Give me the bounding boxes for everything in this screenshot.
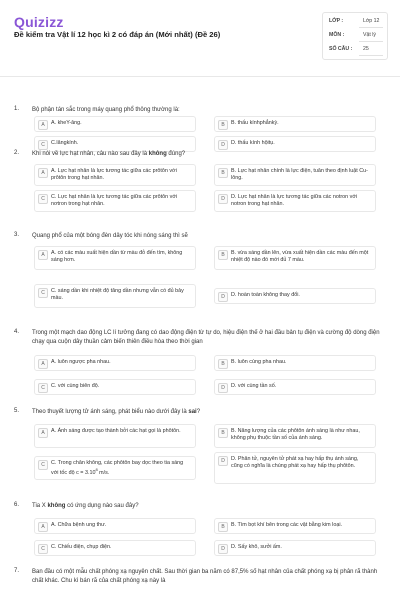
option-d[interactable] [214, 379, 376, 395]
option-text: A. luôn ngược pha nhau. [51, 359, 111, 365]
option-letter: B [218, 359, 228, 369]
option-text: C.lăngkính. [51, 140, 79, 146]
option-letter: D [218, 456, 228, 466]
question-number: 4. [14, 329, 20, 335]
question-number: 2. [14, 150, 20, 156]
option-a[interactable] [34, 164, 196, 186]
option-letter: C [38, 544, 48, 554]
option-a[interactable] [34, 246, 196, 270]
option-text: C. Trong chân không, các phôtôn bay dọc theo tia sáng với tốc độ $c = 3.10^8$ m/s. [51, 460, 184, 476]
option-letter: B [218, 250, 228, 260]
option-text: C. Chiếu điện, chụp điện. [51, 544, 112, 550]
option-text: B. Năng lượng của các phôtôn ánh sáng là như nhau, không phụ thuộc tần số của ánh sáng. [231, 428, 360, 442]
question-number: 7. [14, 568, 20, 574]
option-a[interactable] [34, 116, 196, 132]
option-letter: B [218, 168, 228, 178]
option-c[interactable] [34, 379, 196, 395]
question-text: Theo thuyết lượng tử ánh sáng, phát biểu nào dưới đây là sai? [32, 409, 201, 415]
option-letter: D [218, 194, 228, 204]
option-c[interactable] [34, 456, 196, 480]
option-text: A. kheY-âng. [51, 120, 82, 126]
document-title: Đề kiểm tra Vật lí 12 học kì 2 có đáp án (Mới nhất) (Đề 26) [14, 30, 221, 39]
class-value: Lớp 12 [363, 18, 380, 24]
option-c[interactable] [34, 540, 196, 556]
option-text: D. thấu kính hộitụ. [231, 140, 275, 146]
option-letter: B [218, 120, 228, 130]
info-count-row [329, 43, 383, 57]
option-letter: A [38, 428, 48, 438]
option-letter: A [38, 522, 48, 532]
question-number: 3. [14, 232, 20, 238]
option-text: D. Phân tử, nguyên tử phát xạ hay hấp thụ ánh sáng, cũng có nghĩa là chúng phát xạ hay hấp thụ phôtôn. [231, 456, 359, 470]
info-subject-row [329, 29, 383, 43]
option-letter: C [38, 194, 48, 204]
option-c[interactable] [34, 190, 196, 212]
option-letter: A [38, 168, 48, 178]
option-a[interactable] [34, 518, 196, 534]
option-b[interactable] [214, 424, 376, 448]
option-letter: B [218, 428, 228, 438]
option-text: D. với cùng tần số. [231, 383, 277, 389]
question-number: 1. [14, 106, 20, 112]
option-b[interactable] [214, 246, 376, 270]
header [0, 0, 400, 70]
option-d[interactable] [214, 540, 376, 556]
option-text: C. với cùng biên độ. [51, 383, 100, 389]
option-text: B. Lực hạt nhân chính là lực điện, tuân theo định luật Cu-lông. [231, 168, 368, 182]
option-c[interactable] [34, 284, 196, 308]
option-text: C. Lực hạt nhân là lực tương tác giữa các prôtôn với nơtron trong hạt nhân. [51, 194, 178, 208]
option-text: B. Tìm bọt khí bên trong các vật bằng kim loại. [231, 522, 343, 528]
option-letter: A [38, 359, 48, 369]
count-label: SỐ CÂU : [329, 46, 353, 52]
option-letter: D [218, 292, 228, 302]
option-text: B. thấu kínhphẳnkỳ. [231, 120, 279, 126]
option-text: A. Ánh sáng được tạo thành bởi các hạt gọi là phôtôn. [51, 428, 181, 434]
option-letter: A [38, 250, 48, 260]
option-text: A. Chữa bệnh ung thư. [51, 522, 107, 528]
subject-value: Vật lý [363, 32, 376, 38]
option-letter: B [218, 522, 228, 532]
option-a[interactable] [34, 355, 196, 371]
option-text: B. luôn cùng pha nhau. [231, 359, 287, 365]
question-number: 6. [14, 502, 20, 508]
option-text: A. Lực hạt nhân là lực tương tác giữa các prôtôn với prôtôn trong hạt nhân. [51, 168, 177, 182]
option-letter: C [38, 383, 48, 393]
question-text: Trong một mạch dao động LC lí tưởng đang có dao động điện từ tự do, hiệu điện thế ở hai đầu bản tụ điện và cường độ dòng điện chạy qua cuộn dây thuần cảm biến thiên điều hòa theo thời gian [32, 330, 380, 345]
question-text: Tia X không có ứng dụng nào sau đây? [32, 503, 139, 509]
quizizz-logo[interactable]: Quizizz [14, 14, 64, 30]
question-text: Bộ phận tán sắc trong máy quang phổ thông thường là: [32, 107, 180, 113]
option-letter: A [38, 120, 48, 130]
option-letter: C [38, 140, 48, 150]
option-b[interactable] [214, 116, 376, 132]
question-text: Khi nói về lực hạt nhân, câu nào sau đây là không đúng? [32, 151, 186, 157]
option-letter: D [218, 140, 228, 150]
option-b[interactable] [214, 518, 376, 534]
class-label: LỚP : [329, 18, 344, 24]
subject-label: MÔN : [329, 32, 345, 38]
option-letter: D [218, 544, 228, 554]
option-a[interactable] [34, 424, 196, 448]
question-text: Quang phổ của một bóng đèn dây tóc khi nóng sáng thì sẽ [32, 233, 188, 239]
option-text: D. hoàn toàn không thay đổi. [231, 292, 300, 298]
option-d[interactable] [214, 190, 376, 212]
option-d[interactable] [214, 288, 376, 304]
question-number: 5. [14, 408, 20, 414]
option-text: C. sáng dần khi nhiệt độ tăng dần nhưng vẫn có đủ bảy màu. [51, 288, 184, 302]
count-value: 25 [363, 46, 369, 52]
info-class-row [329, 15, 383, 29]
option-b[interactable] [214, 355, 376, 371]
info-box [322, 12, 388, 60]
option-letter: D [218, 383, 228, 393]
header-divider [0, 76, 400, 77]
option-d[interactable] [214, 452, 376, 484]
option-letter: C [38, 288, 48, 298]
question-text: Ban đầu có một mẫu chất phóng xạ nguyên chất. Sau thời gian ba năm có 87,5% số hạt nhân của chất phóng xạ bị phân rã thành chất khác. Chu kì bán rã của chất phóng xạ này là [32, 569, 378, 584]
option-text: D. Sấy khô, sưởi ấm. [231, 544, 282, 550]
option-letter: C [38, 460, 48, 470]
option-text: B. vừa sáng dần lên, vừa xuất hiện dần các màu đến một nhiệt độ nào đó mới đủ 7 màu. [231, 250, 369, 264]
option-text: A. có các màu xuất hiện dần từ màu đỏ đến tím, không sáng hơn. [51, 250, 183, 264]
option-text: D. Lực hạt nhân là lực tương tác giữa các notron với notron trong hạt nhân. [231, 194, 358, 208]
option-b[interactable] [214, 164, 376, 186]
